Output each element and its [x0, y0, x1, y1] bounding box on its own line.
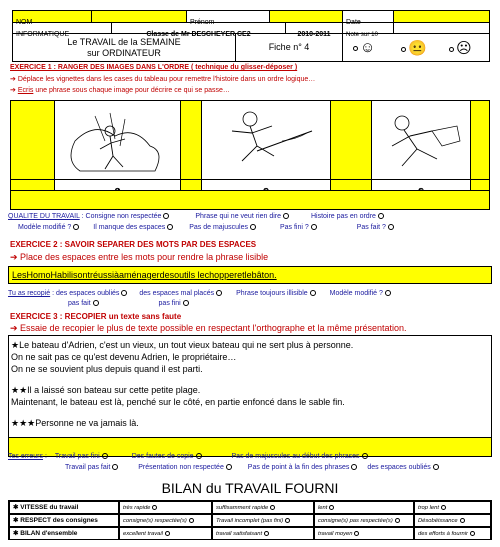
bilan-option[interactable]: travail moyen [314, 527, 414, 540]
radio[interactable] [163, 213, 169, 219]
bilan-row-label: ✱ RESPECT des consignes [9, 514, 119, 527]
radio[interactable] [196, 453, 202, 459]
arrow-icon: ➔ [10, 323, 21, 333]
bilan-table [8, 500, 492, 540]
ex1-line2: ➔ Ecris une phrase sous chaque image pour décrire ce qui se passe… [10, 87, 230, 94]
arrow-icon: ➔ [10, 76, 18, 83]
star-icon: ★ [11, 340, 20, 350]
ex3-title: EXERCICE 3 : RECOPIER un texte sans faute [10, 312, 182, 321]
happy-radio[interactable] [353, 46, 358, 51]
radio[interactable] [470, 531, 475, 536]
phrase-text: LesHomoHabilisontréussiàaménagerdesoutils lechopperetlebâton. [12, 270, 277, 280]
ex1-title: EXERCICE 1 : RANGER DES IMAGES DANS L'ORDRE ( technique du glisser-déposer ) [10, 64, 298, 71]
bilan-option[interactable]: excellent travail [119, 527, 212, 540]
radio[interactable] [112, 464, 118, 470]
bilan-row-label: ✱ BILAN d'ensemble [9, 527, 119, 540]
radio[interactable] [329, 505, 334, 510]
classe-label: Classe de Mr DESCHEYER CE2 [146, 31, 251, 38]
side-cell-mid1 [180, 100, 202, 180]
bilan-option[interactable]: trop lent [414, 501, 491, 514]
date-value[interactable] [393, 10, 490, 23]
radio[interactable] [388, 224, 394, 230]
radio[interactable] [354, 531, 359, 536]
smileys-cell [342, 33, 490, 62]
qualite-row2: Modèle modifié ? Il manque des espaces Pas de majuscules Pas fini ? Pas fait ? [18, 224, 394, 231]
radio[interactable] [93, 300, 99, 306]
bilan-option[interactable]: consigne(s) respectée(s) [119, 514, 212, 527]
bilan-option[interactable]: Travail incomplet (pas fini) [212, 514, 314, 527]
drawing-boy-kneeling [372, 101, 470, 179]
drawing-boy-running [202, 101, 330, 179]
radio[interactable] [285, 518, 290, 523]
image-slot-2[interactable] [201, 100, 331, 180]
neutral-smiley[interactable]: 😐 [399, 39, 427, 57]
radio[interactable] [385, 290, 391, 296]
radio[interactable] [351, 464, 357, 470]
recopie-row2: pas fait pas fini [68, 300, 189, 307]
phrase-box[interactable] [8, 266, 492, 284]
radio[interactable] [362, 453, 368, 459]
radio[interactable] [264, 531, 269, 536]
bilan-option[interactable]: travail satisfaisant [212, 527, 314, 540]
radio[interactable] [311, 224, 317, 230]
radio[interactable] [167, 224, 173, 230]
bilan-option[interactable]: consigne(s) pas respectée(s) [314, 514, 414, 527]
side-cell-mid2 [330, 100, 372, 180]
qualite-row1: QUALITE DU TRAVAIL : Consigne non respectée Phrase qui ne veut rien dire Histoire pas en ordre [8, 213, 384, 220]
radio[interactable] [152, 505, 157, 510]
radio[interactable] [183, 300, 189, 306]
ex1-line1: ➔ Déplace les vignettes dans les cases du tableau pour remettre l'histoire dans un ordre logique… [10, 76, 316, 83]
erreurs-row1: Tes erreurs : Travail pas fini Des fautes de copie Pas de majuscules au début des phrases [8, 453, 368, 460]
radio[interactable] [102, 453, 108, 459]
radio[interactable] [310, 290, 316, 296]
radio[interactable] [121, 290, 127, 296]
bilan-row-label: ✱ VITESSE du travail [9, 501, 119, 514]
ex2-line: ➔ Place des espaces entre les mots pour rendre la phrase lisible [10, 252, 269, 262]
drawing-man-bush [55, 101, 180, 179]
radio[interactable] [395, 518, 400, 523]
neutral-radio[interactable] [401, 47, 406, 52]
title-line1: Le TRAVAIL de la SEMAINE [67, 37, 181, 47]
fiche-cell [235, 33, 343, 62]
recopie-row1: Tu as recopié : des espaces oubliés des espaces mal placés Phrase toujours illisible Modèle modifié ? [8, 290, 391, 297]
sad-smiley[interactable]: ☹ [447, 39, 472, 57]
radio[interactable] [270, 505, 275, 510]
side-cell-right [470, 100, 490, 180]
bilan-option[interactable]: lent [314, 501, 414, 514]
note-label: Note sur 10 [346, 31, 378, 38]
date-label: Date [346, 19, 361, 26]
bilan-option[interactable]: très rapide [119, 501, 212, 514]
title-line2: sur ORDINATEUR [87, 48, 161, 58]
radio[interactable] [460, 518, 465, 523]
ex3-line: ➔ Essaie de recopier le plus de texte possible en respectant l'orthographe et la même présentation. [10, 323, 407, 333]
title-cell [12, 33, 236, 62]
radio[interactable] [226, 464, 232, 470]
informatique-label: INFORMATIQUE [16, 31, 70, 38]
bilan-option[interactable]: Désobéissance [414, 514, 491, 527]
radio[interactable] [189, 518, 194, 523]
star-icon: ★★★ [11, 418, 36, 428]
radio[interactable] [283, 213, 289, 219]
bilan-title: BILAN du TRAVAIL FOURNI [161, 480, 339, 496]
nom-label: NOM [16, 19, 33, 26]
sad-radio[interactable] [449, 47, 454, 52]
radio[interactable] [73, 224, 79, 230]
sentence-row[interactable] [10, 190, 490, 210]
year-label: 2010-2011 [297, 31, 331, 38]
side-cell-left [10, 100, 55, 180]
image-slot-3[interactable] [371, 100, 471, 180]
qualite-label: QUALITE DU TRAVAIL [8, 213, 80, 220]
radio[interactable] [250, 224, 256, 230]
fiche-label: Fiche n° 4 [268, 42, 310, 52]
arrow-icon: ➔ [10, 252, 21, 262]
happy-smiley[interactable]: ☺ [351, 39, 375, 56]
radio[interactable] [433, 464, 439, 470]
image-slot-1[interactable] [54, 100, 181, 180]
arrow-icon: ➔ [10, 87, 18, 94]
radio[interactable] [165, 531, 170, 536]
prenom-label: Prénom [190, 19, 215, 26]
copy-text-box [8, 335, 492, 438]
ex2-title: EXERCICE 2 : SAVOIR SEPARER DES MOTS PAR DES ESPACES [10, 240, 257, 249]
erreurs-row2: Travail pas fait Présentation non respectée Pas de point à la fin des phrases des espaces oubliés [65, 464, 439, 471]
bilan-option[interactable]: suffisamment rapide [212, 501, 314, 514]
bilan-option[interactable]: des efforts à fournir [414, 527, 491, 540]
star-icon: ★★ [11, 385, 28, 395]
copy-text: ★Le bateau d'Adrien, c'est un vieux, un tout vieux bateau qui ne sert plus à personne. On ne sait pas ce qu'est devenu Adrien, le propriétaire… On ne se souvient plus depuis quand il est parti. ★★Il a laissé son bateau sur cette petite plage. Maintenant, le bateau est là, penché sur le côté, en partie enfoncé dans le sable fin. ★★★Personne ne va jamais là. [11, 340, 354, 428]
radio[interactable] [216, 290, 222, 296]
radio[interactable] [378, 213, 384, 219]
radio[interactable] [441, 505, 446, 510]
